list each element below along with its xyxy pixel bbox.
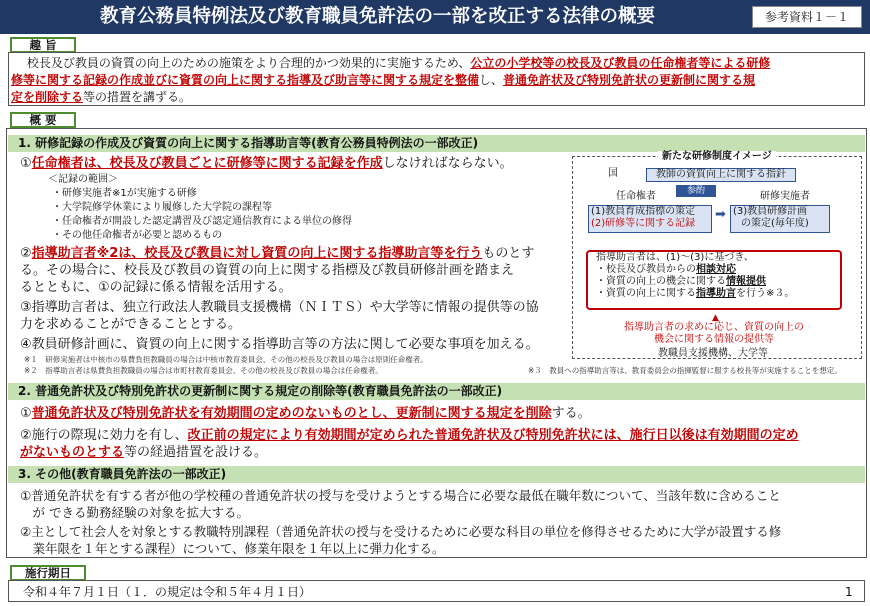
s2-item-1-highlight: 普通免許状及び特別免許状を有効期間の定めのないものとし、更新制に関する規定を削除 [31, 406, 552, 421]
advisor-highlight: 指導助言 [696, 288, 736, 299]
request-text: 機会に関する情報の提供等 [654, 334, 774, 345]
header-bar [0, 0, 870, 34]
s3-item-1-text: が できる勤務経験の対象を拡大する。 [20, 505, 249, 520]
advisor-box [586, 250, 842, 310]
indicator-item: (1)教員育成指標の策定 [591, 206, 696, 217]
item-2-text: る。その場合に、校長及び教員の資質の向上に関する指標及び教員研修計画を踏まえ [20, 263, 515, 278]
summary-text: し、 [479, 73, 504, 87]
implementer-box [730, 205, 830, 233]
appointer-box [588, 205, 712, 233]
item-4-text: ④教員研修計画に、資質の向上に関する指導助言等の方法に関して必要な事項を加える。 [20, 337, 539, 352]
outline-tab: 概 要 [10, 112, 76, 128]
summary-highlight: 公立の小学校等の校長及び教員の任命権者等による研修 [470, 56, 771, 70]
training-plan-item: (3)教員研修計画 [733, 206, 808, 217]
reference-label: 参考資料１－１ [752, 6, 862, 28]
item-2-text: ものとす [482, 246, 535, 261]
item-2-text: るとともに、①の記録に係る情報を活用する。 [20, 280, 292, 295]
summary-text: 等の措置を講ずる。 [83, 90, 192, 104]
summary-highlight: 普通免許状及び特別免許状の更新制に関する規 [503, 73, 756, 87]
summary-tab: 趣 旨 [10, 37, 76, 53]
footnote-3: ※３ 教員への指導助言等は、教育委員会の指揮監督に服する校長等が実施することを想定。 [528, 366, 842, 375]
advisor-highlight: 相談対応 [696, 264, 736, 275]
summary-text: 校長及び教員の資質の向上のための施策をより合理的かつ効果的に実施するため、 [11, 56, 471, 70]
effective-date-box [8, 580, 865, 602]
s3-item-2-text: ②主として社会人を対象とする教職特別課程（普通免許状の授与を受けるために必要な科目の単位を修得させるために大学が設置する修 [20, 524, 782, 539]
arrow-right-icon: ➡ [715, 207, 726, 222]
advisor-text: ・校長及び教員からの [596, 264, 696, 275]
guideline-box: 教師の資質向上に関する指針 [646, 168, 796, 182]
effective-date-text: 令和４年７月１日（１．の規定は令和５年４月１日） [23, 585, 312, 599]
advisor-text: ・資質の向上の機会に関する [596, 276, 726, 287]
appointer-label: 任命権者 [616, 191, 656, 202]
country-label: 国 [608, 168, 618, 179]
page-number: 1 [845, 585, 853, 599]
s2-item-2-text: ②施行の際現に効力を有し、 [20, 428, 188, 443]
record-item: ・大学院修学休業により履修した大学院の課程等 [52, 202, 272, 213]
page-title: 教育公務員特例法及び教育職員免許法の一部を改正する法律の概要 [99, 6, 655, 27]
record-item: ・その他任命権者が必要と認めるもの [52, 230, 222, 241]
item-1-highlight: 任命権者は、校長及び教員ごとに研修等に関する記録を作成 [31, 156, 383, 171]
advisor-text: ・資質の向上に関する [596, 288, 696, 299]
record-item: ・任命権者が開設した認定講習及び認定通信教育による単位の修得 [52, 216, 352, 227]
summary-box [8, 52, 865, 106]
s2-item-2-highlight: がないものとする [20, 445, 125, 460]
footnote-2: ※２ 指導助言者は県費負担教職員の場合は市町村教育委員会、その他の校長及び教員の場合は任命権者。 [24, 366, 383, 375]
training-plan-item: の策定(毎年度) [741, 218, 809, 229]
request-text: 指導助言者の求めに応じ、資質の向上の [624, 322, 804, 333]
up-arrow-icon: ▲ [712, 313, 719, 323]
s3-item-1-text: ①普通免許状を有する者が他の学校種の普通免許状の授与を受けようとする場合に必要な最低在職年数について、当該年数に含めること [20, 488, 781, 503]
s3-item-2-text: 業年限を１年とする課程）について、修業年限を１年以上に弾力化する。 [20, 541, 445, 556]
implementer-label: 研修実施者 [760, 191, 810, 202]
record-item-diagram: (2)研修等に関する記録 [591, 218, 696, 229]
s2-item-1-text: する。 [551, 406, 591, 421]
section-1-title: 1. 研修記録の作成及び資質の向上に関する指導助言等(教育公務員特例法の一部改正) [8, 135, 865, 152]
s2-item-2-highlight: 改正前の規定により有効期間が定められた普通免許状及び特別免許状には、施行日以後は有効期間の定め [187, 428, 799, 443]
item-2-highlight: 指導助言者※2は、校長及び教員に対し資質の向上に関する指導助言等を行う [31, 246, 483, 261]
summary-highlight: 定を削除する [11, 90, 84, 104]
section-2-title: 2. 普通免許状及び特別免許状の更新制に関する規定の削除等(教育職員免許法の一部改正) [8, 383, 865, 400]
item-number: ① [20, 406, 32, 421]
diagram-title: 新たな研修制度イメージ [658, 151, 776, 163]
training-system-diagram [572, 151, 862, 361]
item-3-text: ③指導助言者は、独立行政法人教職員支援機構（ＮＩＴＳ）や大学等に情報の提供等の協 [20, 300, 539, 315]
item-3-text: 力を求めることができることとする。 [20, 317, 242, 332]
section-3-title: 3. その他(教育職員免許法の一部改正) [8, 466, 865, 483]
advisor-text: を行う※３。 [736, 288, 795, 299]
sanshaku-arrow: 参酌 [676, 185, 716, 197]
advisor-text: 指導助言者は、(1)～(3)に基づき、 [596, 252, 754, 263]
item-1-text: しなければならない。 [382, 156, 513, 171]
record-scope-title: ＜記録の範囲＞ [48, 174, 118, 185]
footnote-1: ※１ 研修実施者は中核市の県費負担教職員の場合は中核市教育委員会、その他の校長及び教員の場合は原則任命権者。 [24, 355, 428, 364]
summary-highlight: 修等に関する記録の作成並びに資質の向上に関する指導及び助言等に関する規定を整備 [11, 73, 480, 87]
item-number: ② [20, 246, 32, 261]
effective-date-tab: 施行期日 [10, 565, 86, 581]
record-item: ・研修実施者※1が実施する研修 [52, 188, 197, 199]
advisor-highlight: 情報提供 [726, 276, 766, 287]
s2-item-2-text: 等の経過措置を設ける。 [124, 445, 268, 460]
item-number: ① [20, 156, 32, 171]
nits-label: 教職員支援機構、大学等 [658, 348, 768, 359]
